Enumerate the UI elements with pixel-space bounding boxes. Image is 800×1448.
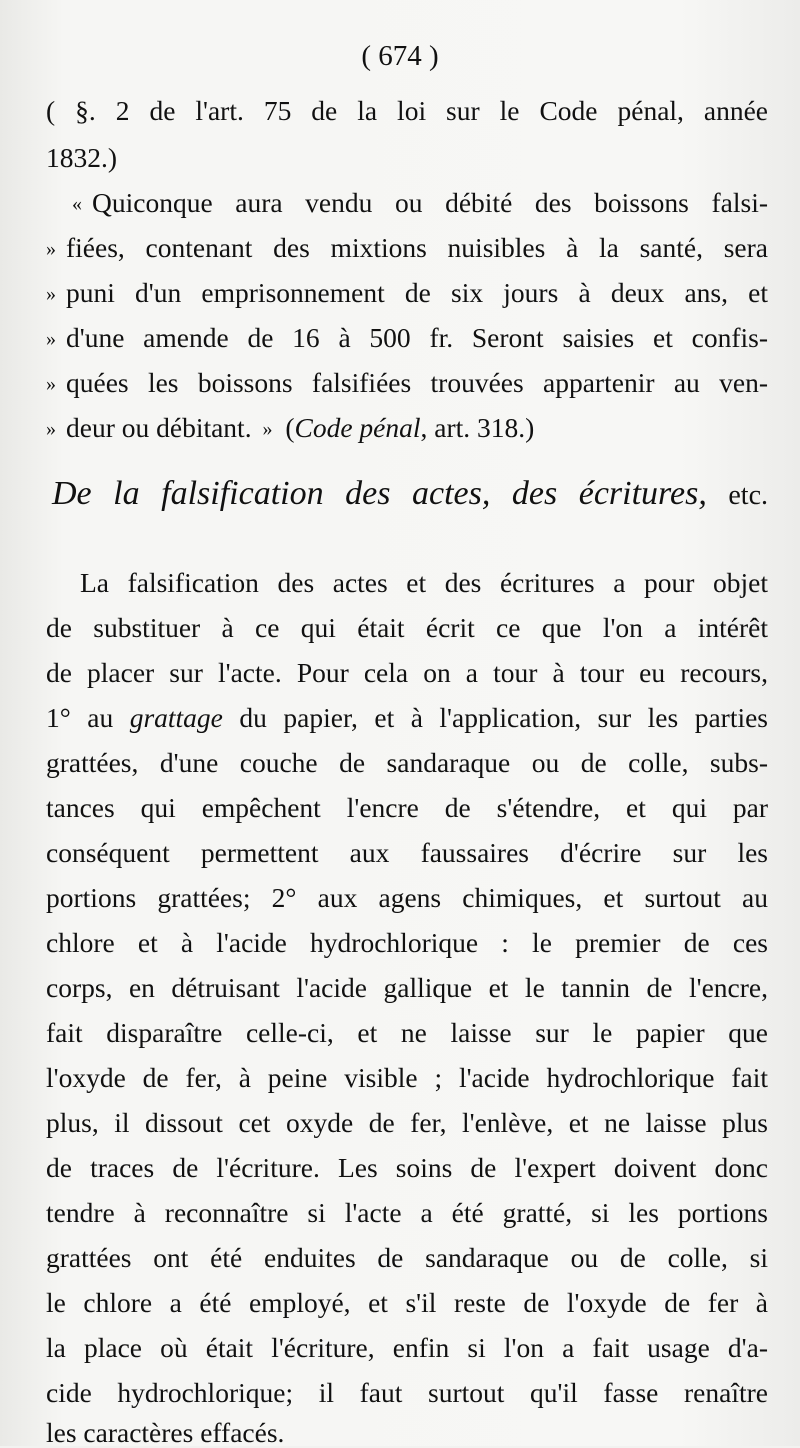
page-number: ( 674 ) xyxy=(361,40,439,72)
paragraph-line: le chlore a été employé, et s'il reste de l'oxyde de fer à xyxy=(46,1287,768,1318)
paragraph-line-end: du papier, et à l'application, sur les parties xyxy=(239,702,769,733)
paragraph-line: de placer sur l'acte. Pour cela on a tour à tour eu recours, xyxy=(46,657,768,688)
paragraph-line: cide hydrochlorique; il faut surtout qu'il fasse renaître xyxy=(46,1377,768,1408)
quote-mark: » xyxy=(46,328,56,350)
text-line xyxy=(72,186,768,221)
italic-term: grattage xyxy=(129,702,223,733)
quote-mark: « xyxy=(72,193,82,215)
paragraph-line: corps, en détruisant l'acide gallique et le tannin de l'encre, xyxy=(46,972,768,1003)
paragraph-line: les caractères effacés. xyxy=(46,1417,285,1448)
citation-rest: , art. 318.) xyxy=(420,412,535,443)
quote-mark: » xyxy=(262,418,273,440)
paragraph-line xyxy=(46,701,768,735)
citation-open: ( xyxy=(285,412,295,443)
quote-mark: » xyxy=(46,238,56,260)
paragraph-line: l'oxyde de fer, à peine visible ; l'acide hydrochlorique fait xyxy=(46,1062,768,1093)
quote-mark: » xyxy=(46,283,56,305)
text-line: ( §. 2 de l'art. 75 de la loi sur le Code pénal, année xyxy=(46,95,768,126)
paragraph-line-start: 1° au xyxy=(46,702,114,733)
quote-mark: » xyxy=(46,418,56,440)
text-line xyxy=(46,366,768,401)
paragraph-line: portions grattées; 2° aux agens chimiques, et surtout au xyxy=(46,882,768,913)
paragraph-line: conséquent permettent aux faussaires d'écrire sur les xyxy=(46,837,768,868)
citation-source: Code pénal xyxy=(294,412,421,443)
paragraph-line: tances qui empêchent l'encre de s'étendre, et qui par xyxy=(46,792,768,823)
quote-mark: » xyxy=(46,373,56,395)
section-heading-italic: De la falsification des actes, des écritures, xyxy=(52,475,707,512)
paragraph-line: chlore et à l'acide hydrochlorique : le premier de ces xyxy=(46,927,768,958)
paragraph-line: grattées, d'une couche de sandaraque ou de colle, subs- xyxy=(46,747,768,778)
text-line-content: quées les boissons falsifiées trouvées appartenir au ven- xyxy=(66,367,768,398)
paragraph-line: la place où était l'écriture, enfin si l'on a fait usage d'a- xyxy=(46,1332,768,1363)
text-line-content: fiées, contenant des mixtions nuisibles à la santé, sera xyxy=(66,232,768,263)
paragraph-line: de traces de l'écriture. Les soins de l'expert doivent donc xyxy=(46,1152,768,1183)
text-line-content: Quiconque aura vendu ou débité des boissons falsi- xyxy=(92,187,768,218)
text-line-content: d'une amende de 16 à 500 fr. Seront saisies et confis- xyxy=(66,322,768,353)
text-line xyxy=(46,276,768,311)
text-line xyxy=(46,231,768,266)
text-line xyxy=(46,411,768,446)
paragraph-line: La falsification des actes et des écritures a pour objet xyxy=(80,567,768,598)
paragraph-line: plus, il dissout cet oxyde de fer, l'enlève, et ne laisse plus xyxy=(46,1107,768,1138)
section-heading xyxy=(52,474,768,516)
section-heading-tail: etc. xyxy=(728,480,768,511)
text-line-content: deur ou débitant. xyxy=(66,412,252,443)
paragraph-line: de substituer à ce qui était écrit ce que l'on a intérêt xyxy=(46,612,768,643)
text-line: 1832.) xyxy=(46,142,118,173)
text-line-content: puni d'un emprisonnement de six jours à deux ans, et xyxy=(66,277,768,308)
paragraph-line: fait disparaître celle-ci, et ne laisse sur le papier que xyxy=(46,1017,768,1048)
paragraph-line: grattées ont été enduites de sandaraque ou de colle, si xyxy=(46,1242,768,1273)
text-line xyxy=(46,321,768,356)
paragraph-line: tendre à reconnaître si l'acte a été gratté, si les portions xyxy=(46,1197,768,1228)
